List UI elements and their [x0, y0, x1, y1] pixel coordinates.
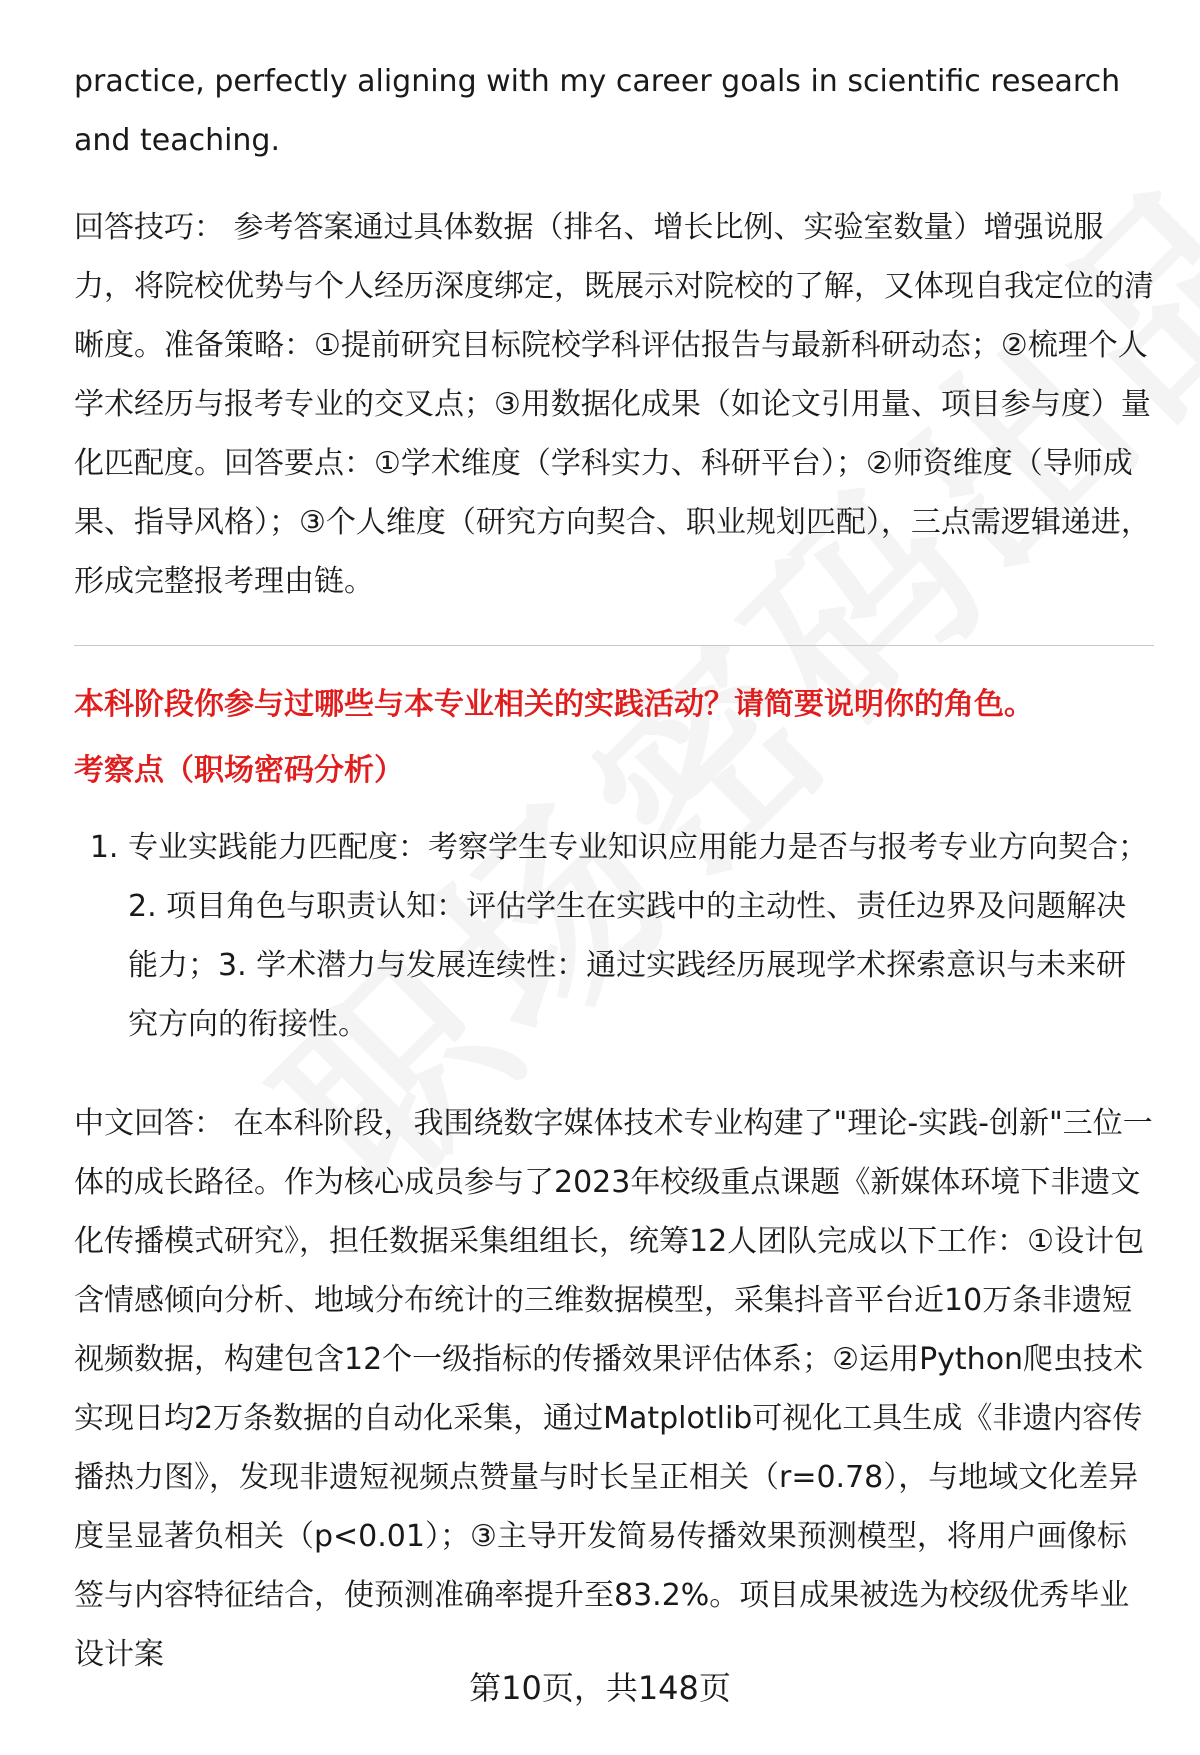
- exam-points-heading: 考察点（职场密码分析）: [74, 753, 404, 788]
- answer-tips-paragraph: 回答技巧： 参考答案通过具体数据（排名、增长比例、实验室数量）增强说服力，将院校优势与个人经历深度绑定，既展示对院校的了解，又体现自我定位的清晰度。准备策略：①提前研究目标院校学科评估报告与最新科研动态；②梳理个人学术经历与报考专业的交叉点；③用数据化成果（如论文引用量、项目参与度）量化匹配度。回答要点：①学术维度（学科实力、科研平台）；②师资维度（导师成果、指导风格）；③个人维度（研究方向契合、职业规划匹配），三点需逻辑递进，形成完整报考理由链。: [74, 210, 1154, 599]
- question-heading: 本科阶段你参与过哪些与本专业相关的实践活动？请简要说明你的角色。: [74, 687, 1034, 722]
- exam-points-list: [74, 818, 1154, 1054]
- chinese-answer-paragraph: 中文回答： 在本科阶段，我围绕数字媒体技术专业构建了"理论-实践-创新"三位一体的成长路径。作为核心成员参与了2023年校级重点课题《新媒体环境下非遗文化传播模式研究》，担任数据采集组组长，统筹12人团队完成以下工作：①设计包含情感倾向分析、地域分布统计的三维数据模型，采集抖音平台近10万条非遗短视频数据，构建包含12个一级指标的传播效果评估体系；②运用Python爬虫技术实现日均2万条数据的自动化采集，通过Matplotlib可视化工具生成《非遗内容传播热力图》，发现非遗短视频点赞量与时长呈正相关（r=0.78），与地域文化差异度呈显著负相关（p<0.01）；③主导开发简易传播效果预测模型，将用户画像标签与内容特征结合，使预测准确率提升至83.2%。项目成果被选为校级优秀毕业设计案: [74, 1106, 1153, 1672]
- page-content: [74, 52, 1154, 1684]
- section-divider: [74, 645, 1154, 646]
- list-item: 1. 专业实践能力匹配度：考察学生专业知识应用能力是否与报考专业方向契合；2. 项目角色与职责认知：评估学生在实践中的主动性、责任边界及问题解决能力；3. 学术潜力与发展连续性：通过实践经历展现学术探索意识与未来研究方向的衔接性。: [128, 818, 1154, 1054]
- page-number: 第10页，共148页: [469, 1669, 731, 1707]
- intro-paragraph: practice, perfectly aligning with my career goals in scientific research and teaching.: [74, 64, 1121, 158]
